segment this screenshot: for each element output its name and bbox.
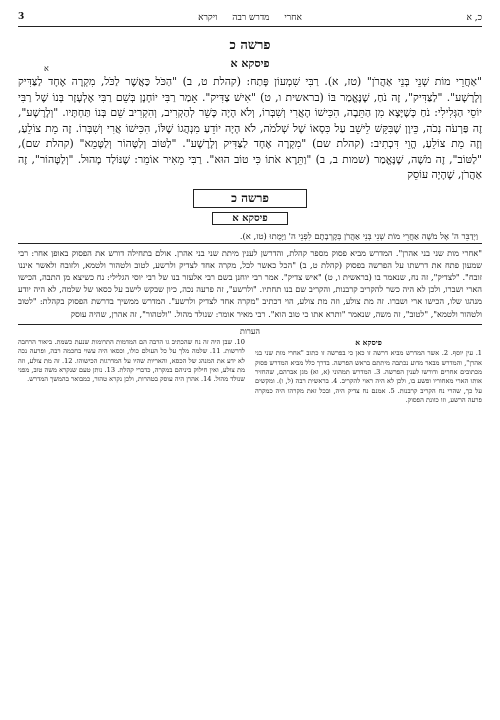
notes-columns: [18, 338, 482, 406]
midrash-text: "אַחֲרֵי מוֹת שְׁנֵי בְּנֵי אַהֲרֹן" (טז, א). רַבִּי שִׁמְעוֹן פָּתַח: (קהלת ט, ב) "הַכֹּל כַּאֲשֶׁר לַכֹּל, מִקְרֶה אֶחָד לַצַּדִּיק וְלָרָשָׁע". "לַצַּדִּיק", זֶה נֹחַ, שֶׁנֶּאֱמַר בּוֹ (בראשית ו, ט) "אִישׁ צַדִּיק". אָמַר רַבִּי יוֹחָנָן בְּשֵׁם רַבִּי אֶלְעָזָר בְּנוֹ שֶׁל רַבִּי יוֹסֵי הַגְּלִילִי: נֹחַ כְּשֶׁיָּצָא מִן הַתֵּבָה, הִכִּישׁוֹ הָאֲרִי וְשִׁבְּרוֹ, וְלֹא הָיָה כָּשֵׁר לְהַקְרִיב, וְהִקְרִיב שֵׁם בְּנוֹ תַּחְתָּיו. "וְלָרָשָׁע", זֶה פַּרְעֹה נְכֹה, כֵּיוָן שֶׁבִּקֵּשׁ לֵישֵׁב עַל כִּסְאוֹ שֶׁל שְׁלֹמֹה, לֹא הָיָה יוֹדֵעַ מִנְהֲגוֹ שֶׁלּוֹ, הִכִּישׁוֹ אֲרִי וְשִׁבְּרוֹ. זֶה מֵת צוֹלֵעַ, וְזֶה מֵת צוֹלֵעַ, הֱוֵי דִּכְתִיב: (קהלת שם) "מִקְרֶה אֶחָד לַצַּדִּיק וְלָרָשָׁע". "לַטּוֹב וְלַטָּהוֹר וְלַטָּמֵא" (קהלת שם), "לַטּוֹב", זֶה מֹשֶׁה, שֶׁנֶּאֱמַר (שמות ב, ב) "וַתֵּרֶא אֹתוֹ כִּי טוֹב הוּא". רַבִּי מֵאִיר אוֹמֵר: שֶׁנּוֹלַד מָהוּל. "וְלַטָּהוֹר", זֶה אַהֲרֹן, שֶׁהָיָה עוֹסֵק: [18, 75, 482, 181]
parsha-title: פרשה כ: [229, 38, 271, 53]
header-book: ויקרא: [198, 13, 218, 23]
piska-title: פיסקא א: [230, 57, 270, 70]
notes-label: הערות: [240, 326, 260, 336]
notes-column-right-text: 1. עין יוסף. 2. אשר המדרש מביא דרשה זו כאן כי בפרשה זו כתוב "אחרי מות שני בני אהרן", והמדרש מבאר מדוע נכתבה מיתתם בראש הפרשה. בדרך כלל מביא המדרש פסוק מכתובים אחרים ודורשו לענין הפרשה. 3. המדרש תמהוני (א, וא) מגן אברהם, שהחזיר אותו הארי מאחוריו ופשע בו, ולכן לא היה ראוי להקריב. 4. בראשית רבה (ל, ו). ומקשים על כך, שהרי נח הקריב קרבנות. 5. אמנם נח צדיק היה, ובכל זאת מקרהו היה כמקרה פרעה הרשע, וזו כוונת הפסוק.: [255, 349, 483, 405]
notes-column-left-text: 10. שבן היה זה נח שהכתיב גו הרבה הם המדמות התרומות שנעת כשמת. ביאור הרחבה לדרשות. 11. שלמה מלך על כל העולם כולו, וכסאו היה עשוי בחכמה רבה, ופרעה נכה לא ידע את המנהג של הכסא, והאריות שהיו על המדרגות הכישוהו. 12. זה מת צולע, וזה מת צולע, ואין חילוק ביניהם במקרה, כדברי קהלת. 13. נותן טעם שנקרא משה טוב, מפני שנולד מהול. 14. אהרן היה עוסק בטהרות, ולכן נקרא טהור, כמבואר בהמשך המדרש.: [18, 337, 246, 384]
header-parsha: אחרי: [284, 13, 302, 23]
notes-column-right: [255, 338, 482, 406]
verse-line: וַיְדַבֵּר ה' אֶל מֹשֶׁה אַחֲרֵי מוֹת שְׁנֵי בְּנֵי אַהֲרֹן בְּקָרְבָתָם לִפְנֵי ה' וַיָּמֻתוּ (טז, א).: [18, 229, 482, 244]
commentary-text: "אחרי מות שני בני אהרן". המדרש מביא פסוק מספר קהלת, והדרשן לענין מיתת שני בני אהרן. אולם בתחילה דורש את הפסוק באופן אחר: רבי שמעון פתח את דרשתו על הפרשה בפסוק (קהלת ט, ב) "הכל כאשר לכל, מקרה אחד לצדיק ולרשע, לטוב ולטהור ולטמא, ולזובח ולאשר איננו זובח". "לצדיק", זה נח, שנאמר בו (בראשית ו, ט) "איש צדיק". אמר רבי יוחנן בשם רבי אלעזר בנו של רבי יוסי הגלילי: נח כשיצא מן התבה, הכישו הארי ושברו, ולכן לא היה כשר להקריב קרבנות, והקריב שם בנו תחתיו. "ולרשע", זה פרעה נכה, כיון שבקש לישב על כסאו של שלמה, לא היה יודע מנהגו שלו, הכישו ארי ושברו. זה מת צולע, וזה מת צולע, הוי דכתיב "מקרה אחד לצדיק ולרשע". המדרש ממשיך בדרשת הפסוק בקהלת: "לטוב ולטהור ולטמא", "לטוב", זה משה, שנאמר "ותרא אתו כי טוב הוא". רבי מאיר אומר: שנולד מהול. "ולטהור", זה אהרן, שהיה עוסק: [18, 247, 482, 319]
notes-divider: [18, 324, 482, 325]
margin-marker: א: [44, 64, 49, 73]
parsha-title-boxed: פרשה כ: [193, 189, 307, 208]
header-chapter-ref: כ, א: [466, 13, 482, 23]
page-number: 3: [18, 12, 25, 22]
header-titles: [18, 12, 482, 23]
page: [18, 10, 482, 710]
piska-title-boxed: פיסקא א: [212, 212, 288, 225]
notes-column-title: פיסקא א: [355, 337, 382, 347]
header-book-title: מדרש רבה: [232, 13, 270, 23]
running-header: [18, 10, 482, 27]
notes-column-left: [18, 338, 245, 406]
